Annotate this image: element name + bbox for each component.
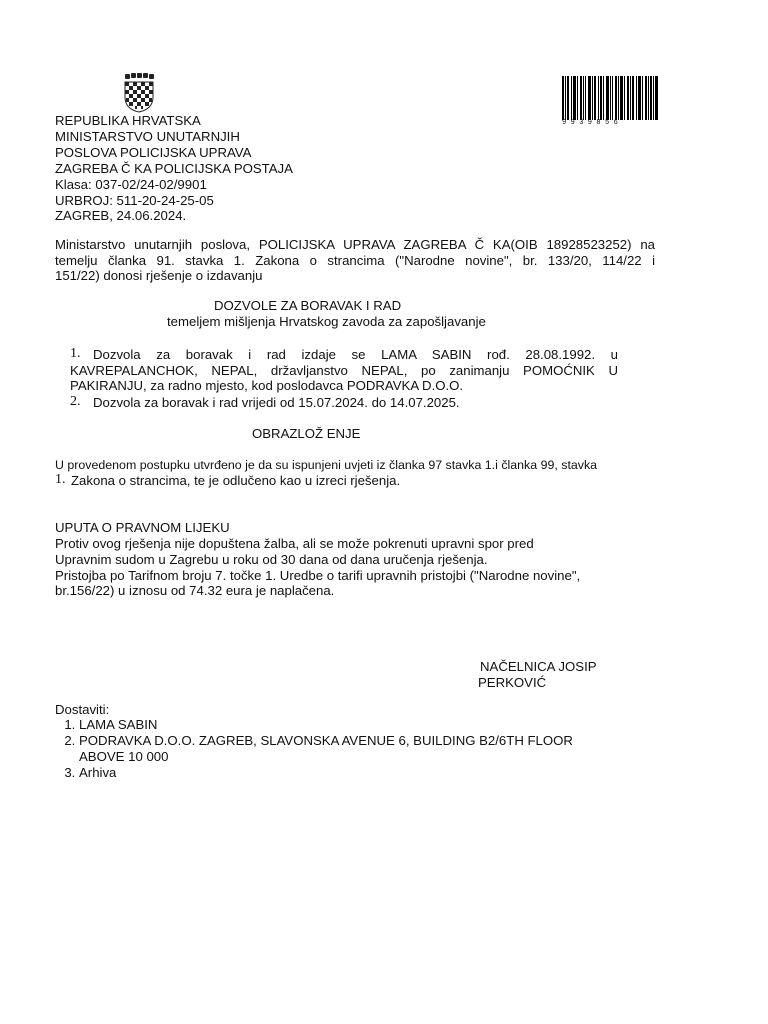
header-place-date: ZAGREB, 24.06.2024. — [55, 208, 187, 223]
delivery-label: Dostaviti: — [55, 702, 110, 717]
reasoning-line-1: U provedenom postupku utvrđeno je da su ispunjeni uvjeti iz članka 97 stavka 1.i članka 99, stavka — [55, 458, 598, 472]
decision-item-1-line-3: PAKIRANJU, za radno mjesto, kod poslodavca PODRAVKA D.O.O. — [70, 378, 464, 393]
decision-item-1-number: 1. — [70, 346, 81, 361]
signature-line-1: NAČELNICA JOSIP — [480, 659, 597, 674]
legal-remedy-line-2: Upravnim sudom u Zagrebu u roku od 30 dana od dana uručenja rješenja. — [55, 552, 488, 567]
header-class-number: Klasa: 037-02/24-02/9901 — [55, 177, 207, 192]
intro-line-1: Ministarstvo unutarnjih poslova, POLICIJSKA UPRAVA ZAGREBA Č KA(OIB 18928523252) na — [55, 237, 655, 252]
legal-remedy-line-3: Pristojba po Tarifnom broju 7. točke 1. Uredbe o tarifi upravnih pristojbi ("Narodne novine", — [55, 568, 581, 583]
decision-item-1-line-2: KAVREPALANCHOK, NEPAL, državljanstvo NEPAL, po zanimanju POMOĆNIK U — [70, 363, 618, 378]
barcode-number: 9939856 — [562, 119, 623, 127]
delivery-list — [55, 717, 599, 781]
legal-remedy-heading: UPUTA O PRAVNOM LIJEKU — [55, 520, 230, 535]
reasoning-line-2-number: 1. — [55, 472, 66, 487]
coat-of-arms-emblem — [122, 73, 156, 113]
decision-item-1-line-1: Dozvola za boravak i rad izdaje se LAMA SABIN rođ. 28.08.1992. u — [93, 347, 618, 362]
legal-remedy-line-4: br.156/22) u iznosu od 74.32 eura je naplačena. — [55, 583, 335, 598]
delivery-item: 3. Arhiva — [79, 765, 599, 781]
reasoning-line-2: Zakona o strancima, te je odlučeno kao u izreci rješenja. — [71, 473, 401, 488]
legal-remedy-line-1: Protiv ovog rješenja nije dopuštena žalba, ali se može pokrenuti upravni spor pred — [55, 536, 534, 551]
header-police-station: ZAGREBA Č KA POLICIJSKA POSTAJA — [55, 161, 293, 176]
header-ministry: MINISTARSTVO UNUTARNJIH — [55, 129, 240, 144]
header-reg-number: URBROJ: 511-20-24-25-05 — [55, 193, 214, 208]
barcode — [562, 76, 658, 120]
header-police-admin: POSLOVA POLICIJSKA UPRAVA — [55, 145, 252, 160]
decision-item-2-number: 2. — [70, 394, 81, 409]
header-country: REPUBLIKA HRVATSKA — [55, 113, 201, 128]
document-subtitle: temeljem mišljenja Hrvatskog zavoda za zapošljavanje — [167, 314, 486, 329]
intro-line-3: 151/22) donosi rješenje o izdavanju — [55, 268, 263, 283]
document-title: DOZVOLE ZA BORAVAK I RAD — [214, 298, 402, 313]
delivery-item: 2. PODRAVKA D.O.O. ZAGREB, SLAVONSKA AVENUE 6, BUILDING B2/6TH FLOOR ABOVE 10 000 — [79, 733, 599, 765]
delivery-item: 1. LAMA SABIN — [79, 717, 599, 733]
signature-line-2: PERKOVIĆ — [478, 675, 547, 690]
reasoning-heading: OBRAZLOŽ ENJE — [252, 426, 361, 441]
decision-item-2-text: Dozvola za boravak i rad vrijedi od 15.07.2024. do 14.07.2025. — [93, 395, 460, 410]
intro-line-2: temelju članka 91. stavka 1. Zakona o strancima ("Narodne novine", br. 133/20, 114/22 i — [55, 253, 655, 268]
